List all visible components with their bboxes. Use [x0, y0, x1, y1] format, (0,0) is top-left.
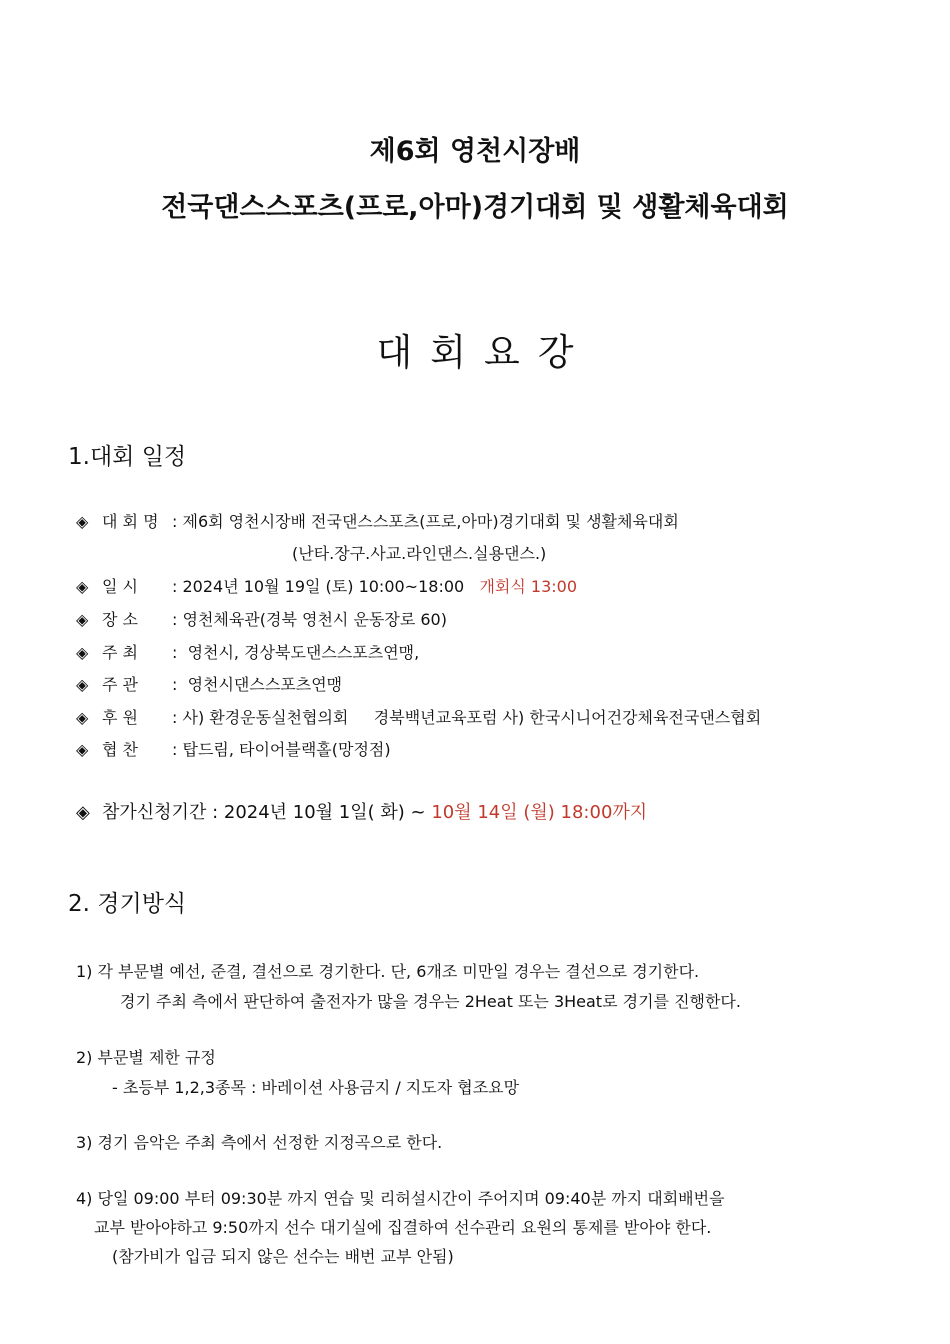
info-sep: : — [172, 643, 178, 662]
info-sep: : — [212, 802, 219, 823]
info-row-datetime — [76, 577, 577, 597]
diamond-bullet-icon: ◈ — [76, 512, 89, 531]
rule-4-line-1: 4) 당일 09:00 부터 09:30분 까지 연습 및 리허설시간이 주어지며 09:40분 까지 대회배번을 — [76, 1189, 725, 1208]
rule-1-line-1: 1) 각 부문별 예선, 준결, 결선으로 경기한다. 단, 6개조 미만일 경우는 결선으로 경기한다. — [76, 962, 700, 981]
rule-2-line-2: - 초등부 1,2,3종목 : 바레이션 사용금지 / 지도자 협조요망 — [112, 1078, 520, 1097]
info-sep: : — [172, 512, 178, 531]
info-sep: : — [172, 708, 178, 727]
section-2-heading: 2. 경기방식 — [68, 891, 187, 917]
rule-4-line-2: 교부 받아야하고 9:50까지 선수 대기실에 집결하여 선수관리 요원의 통제를 받아야 한다. — [94, 1218, 712, 1237]
info-sep: : — [172, 577, 178, 596]
info-label: 협 찬 — [102, 740, 138, 759]
info-value: 사) 환경운동실천협의회 경북백년교육포럼 사) 한국시니어건강체육전국댄스협회 — [182, 708, 762, 727]
opening-ceremony-time: 개회식 13:00 — [479, 577, 578, 596]
info-value: 제6회 영천시장배 전국댄스스포츠(프로,아마)경기대회 및 생활체육대회 — [182, 512, 679, 531]
info-row-registration — [76, 803, 647, 823]
info-value: 영천체육관(경북 영천시 운동장로 60) — [182, 610, 447, 629]
diamond-bullet-icon: ◈ — [76, 577, 89, 596]
section-1-heading: 1.대회 일정 — [68, 444, 187, 470]
info-row-host — [76, 643, 419, 663]
rule-1-line-2: 경기 주최 측에서 판단하여 출전자가 많을 경우는 2Heat 또는 3Heat로 경기를 진행한다. — [120, 992, 741, 1011]
info-sep: : — [172, 610, 178, 629]
info-value: 영천시댄스스포츠연맹 — [187, 675, 343, 694]
registration-deadline: 10월 14일 (월) 18:00까지 — [431, 802, 648, 823]
info-label: 대 회 명 — [102, 512, 159, 531]
document-subtitle: 대회요강 — [376, 331, 592, 374]
info-label: 주 관 — [102, 675, 138, 694]
info-row-venue — [76, 610, 447, 630]
info-sep: : — [172, 675, 178, 694]
diamond-bullet-icon: ◈ — [76, 675, 89, 694]
info-label: 일 시 — [102, 577, 138, 596]
title-line-2: 전국댄스스포츠(프로,아마)경기대회 및 생활체육대회 — [161, 192, 789, 223]
diamond-bullet-icon: ◈ — [76, 740, 89, 759]
rule-2-line-1: 2) 부문별 제한 규정 — [76, 1048, 216, 1067]
info-row-organizer — [76, 675, 342, 695]
registration-start: 2024년 10월 1일( 화) ~ — [223, 802, 426, 823]
info-value: 2024년 10월 19일 (토) 10:00~18:00 — [182, 577, 465, 596]
info-sep: : — [172, 740, 178, 759]
info-row-cosponsor — [76, 740, 391, 760]
registration-label: 참가신청기간 — [102, 802, 207, 823]
info-row-sponsor — [76, 708, 761, 728]
diamond-bullet-icon: ◈ — [76, 708, 89, 727]
rule-3-line-1: 3) 경기 음악은 주최 측에서 선정한 지정곡으로 한다. — [76, 1133, 443, 1152]
diamond-bullet-icon: ◈ — [76, 643, 89, 662]
info-value: 영천시, 경상북도댄스스포츠연맹, — [187, 643, 420, 662]
rule-4-line-3: (참가비가 입금 되지 않은 선수는 배번 교부 안됨) — [112, 1247, 454, 1266]
info-label: 후 원 — [102, 708, 138, 727]
info-value: 탑드림, 타이어블랙홀(망정점) — [182, 740, 391, 759]
info-row-event-categories: (난타.장구.사교.라인댄스.실용댄스.) — [292, 544, 547, 563]
info-row-event-name — [76, 512, 679, 532]
title-line-1: 제6회 영천시장배 — [369, 136, 581, 167]
info-label: 장 소 — [102, 610, 138, 629]
diamond-bullet-icon: ◈ — [76, 610, 89, 629]
info-label: 주 최 — [102, 643, 138, 662]
diamond-bullet-icon: ◈ — [76, 802, 90, 823]
